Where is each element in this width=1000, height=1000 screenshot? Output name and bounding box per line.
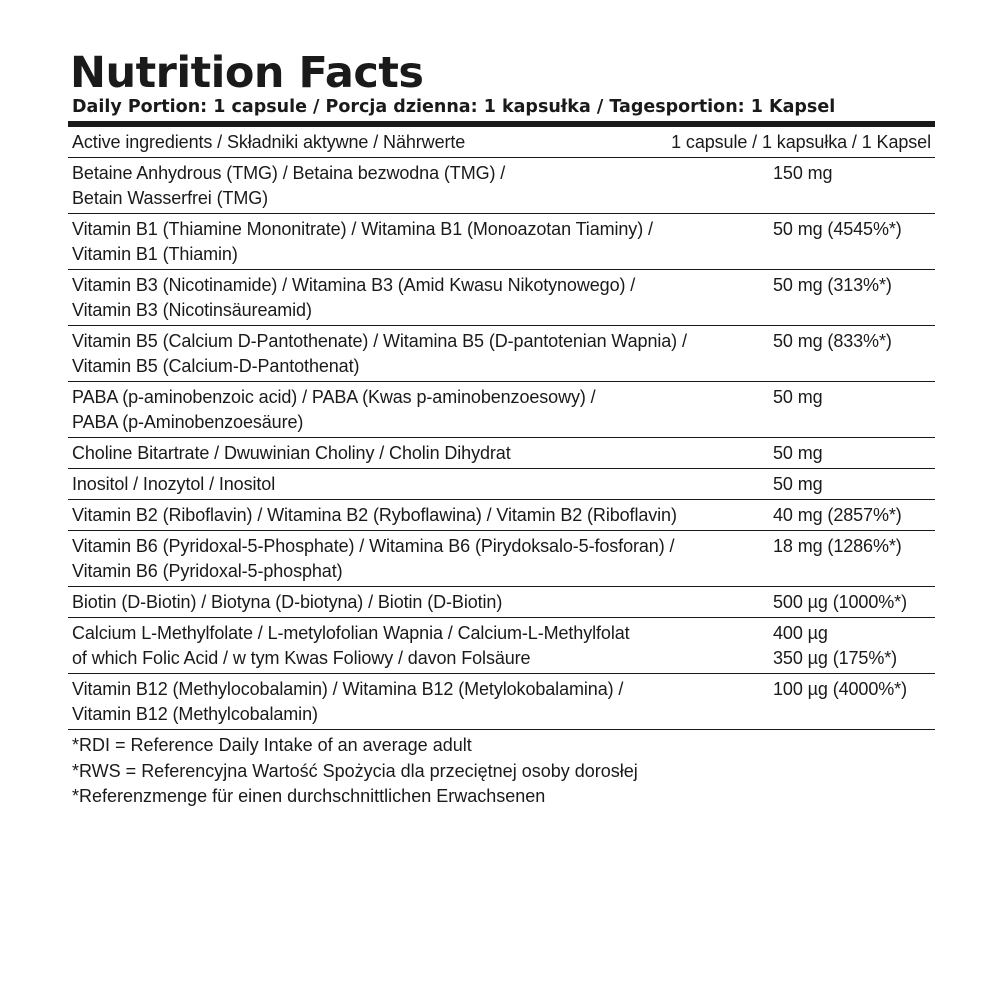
table-row (68, 587, 935, 618)
ingredient-amount: 50 mg (313%*) (773, 275, 892, 295)
table-row (68, 531, 935, 587)
table-row (68, 214, 935, 270)
table-row (68, 438, 935, 469)
ingredient-name: Vitamin B12 (Methylocobalamin) / Witamina B12 (Metylokobalamina) / Vitamin B12 (Methylcobalamin) (72, 679, 624, 724)
ingredient-name: Vitamin B6 (Pyridoxal-5-Phosphate) / Witamina B6 (Pirydoksalo-5-fosforan) / Vitamin B6 (Pyridoxal-5-phosphat) (72, 536, 675, 581)
table-row (68, 618, 935, 674)
table-row (68, 500, 935, 531)
ingredient-name: Vitamin B2 (Riboflavin) / Witamina B2 (Ryboflawina) / Vitamin B2 (Riboflavin) (72, 505, 677, 525)
ingredient-name: Inositol / Inozytol / Inositol (72, 474, 276, 494)
ingredient-name: Calcium L-Methylfolate / L-metylofolian Wapnia / Calcium-L-Methylfolat of which Folic Acid / w tym Kwas Foliowy / davon Folsäure (72, 623, 630, 668)
ingredient-amount: 18 mg (1286%*) (773, 536, 902, 556)
ingredients-column-header: Active ingredients / Składniki aktywne / Nährwerte (72, 132, 466, 152)
ingredient-name: Vitamin B5 (Calcium D-Pantothenate) / Witamina B5 (D-pantotenian Wapnia) / Vitamin B5 (Calcium-D-Pantothenat) (72, 331, 687, 376)
nutrition-table (68, 127, 935, 730)
portion-column-header: 1 capsule / 1 kapsułka / 1 Kapsel (671, 132, 931, 152)
ingredient-name: Choline Bitartrate / Dwuwinian Choliny / Cholin Dihydrat (72, 443, 511, 463)
table-body (68, 158, 935, 730)
ingredient-amount: 50 mg (4545%*) (773, 219, 902, 239)
ingredient-amount: 50 mg (773, 443, 823, 463)
table-row (68, 382, 935, 438)
table-row (68, 158, 935, 214)
ingredient-name: Vitamin B1 (Thiamine Mononitrate) / Witamina B1 (Monoazotan Tiaminy) / Vitamin B1 (Thiamin) (72, 219, 653, 264)
table-row (68, 326, 935, 382)
table-row (68, 469, 935, 500)
ingredient-name: PABA (p-aminobenzoic acid) / PABA (Kwas p-aminobenzoesowy) / PABA (p-Aminobenzoesäure) (72, 387, 596, 432)
ingredient-amount: 100 µg (4000%*) (773, 679, 907, 699)
table-row (68, 270, 935, 326)
ingredient-name: Vitamin B3 (Nicotinamide) / Witamina B3 (Amid Kwasu Nikotynowego) / Vitamin B3 (Nicotinsäureamid) (72, 275, 636, 320)
ingredient-name: Betaine Anhydrous (TMG) / Betaina bezwodna (TMG) / Betain Wasserfrei (TMG) (72, 163, 506, 208)
ingredient-amount: 50 mg (833%*) (773, 331, 892, 351)
daily-portion: Daily Portion: 1 capsule / Porcja dzienna: 1 kapsułka / Tagesportion: 1 Kapsel (72, 97, 836, 117)
ingredient-amount: 150 mg (773, 163, 833, 183)
table-row (68, 674, 935, 730)
footnote-line: *RDI = Reference Daily Intake of an average adult (72, 735, 472, 755)
table-header (68, 127, 935, 158)
footnote-line: *Referenzmenge für einen durchschnittlichen Erwachsenen (72, 786, 546, 806)
ingredient-amount: 50 mg (773, 474, 823, 494)
nutrition-facts-panel (68, 50, 935, 810)
page-title: Nutrition Facts (70, 48, 424, 98)
footnote-line: *RWS = Referencyjna Wartość Spożycia dla przeciętnej osoby dorosłej (72, 760, 638, 781)
footnotes (68, 730, 935, 810)
ingredient-amount: 500 µg (1000%*) (773, 592, 907, 612)
ingredient-amount: 400 µg 350 µg (175%*) (773, 623, 898, 668)
ingredient-amount: 40 mg (2857%*) (773, 505, 902, 525)
ingredient-name: Biotin (D-Biotin) / Biotyna (D-biotyna) / Biotin (D-Biotin) (72, 592, 503, 612)
ingredient-amount: 50 mg (773, 387, 823, 407)
